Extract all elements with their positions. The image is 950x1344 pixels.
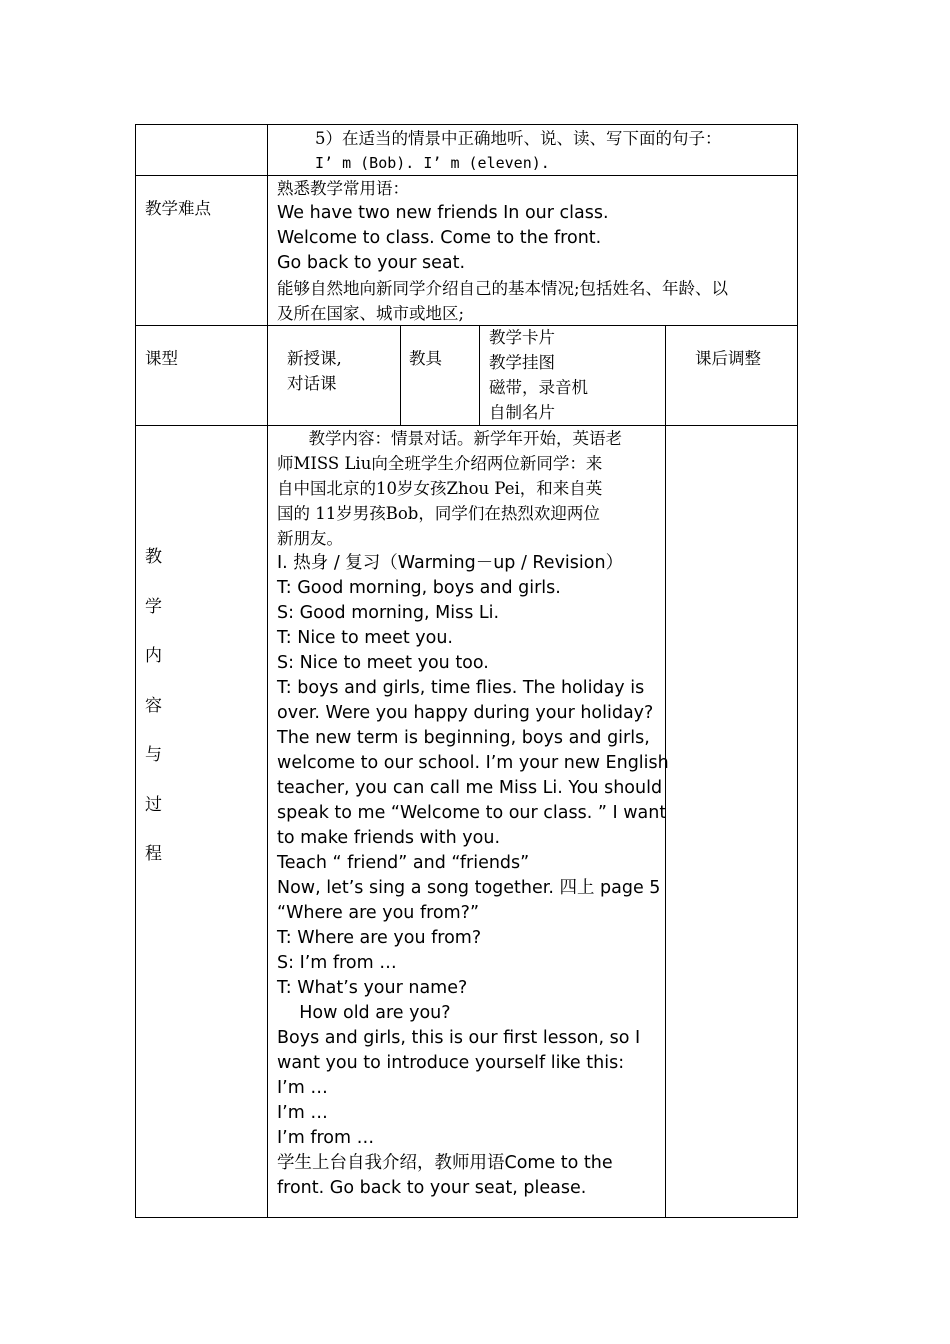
lesson-type-line: 新授课, [287,349,342,368]
lesson-line: I. 热身 / 复习（Warming－up / Revision） [277,553,624,573]
lesson-line: I’m … [277,1103,328,1123]
teaching-tool-item: 教学挂图 [489,353,555,372]
intro-line: 国的 11岁男孩Bob，同学们在热烈欢迎两位 [277,504,600,523]
lesson-line: Boys and girls, this is our first lesson, so I [277,1028,641,1048]
objective-sentences: I’ m (Bob). I’ m (eleven). [315,154,550,172]
teaching-tool-item: 磁带，录音机 [489,378,588,397]
teaching-tool-item: 自制名片 [489,403,555,422]
column-divider [479,325,480,425]
column-divider [400,325,401,425]
lesson-line: I’m … [277,1078,328,1098]
difficulty-line: Go back to your seat. [277,253,466,273]
lesson-line: “Where are you from?” [277,903,480,923]
difficulty-line: 能够自然地向新同学介绍自己的基本情况;包括姓名、年龄、以 [277,279,729,298]
label-char: 内 [145,646,162,666]
lesson-line: S: I’m from … [277,953,397,973]
content-process-label [145,545,162,892]
table-border-left [135,124,136,1218]
lesson-line: welcome to our school. I’m your new English [277,753,669,773]
lesson-line: 学生上台自我介绍，教师用语Come to the [277,1153,613,1173]
difficulty-line: 熟悉教学常用语： [277,179,409,198]
lesson-type-line: 对话课 [287,374,337,393]
lesson-line: S: Nice to meet you too. [277,653,489,673]
lesson-line: teacher, you can call me Miss Li. You should [277,778,663,798]
label-char: 程 [145,844,162,864]
lesson-line: The new term is beginning, boys and girls, [277,728,650,748]
lesson-line: I’m from … [277,1128,375,1148]
lesson-line: T: Good morning, boys and girls. [277,578,561,598]
lesson-line: speak to me “Welcome to our class. ” I want [277,803,667,823]
lesson-line: Now, let’s sing a song together. 四上 page 5 [277,878,661,898]
label-char: 与 [145,745,162,765]
lesson-line: to make friends with you. [277,828,501,848]
lesson-line: want you to introduce yourself like this: [277,1053,625,1073]
label-char: 过 [145,794,162,815]
content-process-body [277,426,669,1201]
label-char: 教 [145,547,162,567]
objective-item-5: 5）在适当的情景中正确地听、说、读、写下面的句子： [315,129,722,148]
label-char: 容 [145,695,162,716]
difficulty-line: 及所在国家、城市或地区; [277,304,465,323]
lesson-line: S: Good morning, Miss Li. [277,603,500,623]
lesson-line: over. Were you happy during your holiday? [277,703,654,723]
difficulty-label: 教学难点 [145,199,211,218]
intro-line: 新朋友。 [277,529,343,548]
intro-line: 教学内容：情景对话。新学年开始，英语老 [277,429,622,448]
teaching-tools-list [489,325,588,425]
lesson-line: T: Nice to meet you. [277,628,453,648]
lesson-line: T: boys and girls, time flies. The holiday is [277,678,645,698]
table-border-top [135,124,798,125]
lesson-line: T: What’s your name? [277,978,468,998]
lesson-type-value [287,346,342,396]
difficulty-line: We have two new friends In our class. [277,203,609,223]
lesson-line: T: Where are you from? [277,928,482,948]
teaching-tool-item: 教学卡片 [489,328,555,347]
column-divider [267,124,268,1218]
table-border-bottom [135,1217,798,1218]
table-border-right [797,124,798,1218]
intro-line: 师MISS Liu向全班学生介绍两位新同学：来 [277,454,603,473]
difficulty-line: Welcome to class. Come to the front. [277,228,602,248]
post-class-adjust-label: 课后调整 [695,349,761,368]
teaching-tools-label: 教具 [409,349,442,368]
difficulty-content [277,176,728,326]
lesson-line: Teach “ friend” and “friends” [277,853,530,873]
lesson-line: front. Go back to your seat, please. [277,1178,587,1198]
lesson-type-label: 课型 [145,349,178,368]
intro-line: 自中国北京的10岁女孩Zhou Pei，和来自英 [277,479,603,498]
lesson-line: How old are you? [277,1003,451,1023]
label-char: 学 [145,596,162,617]
